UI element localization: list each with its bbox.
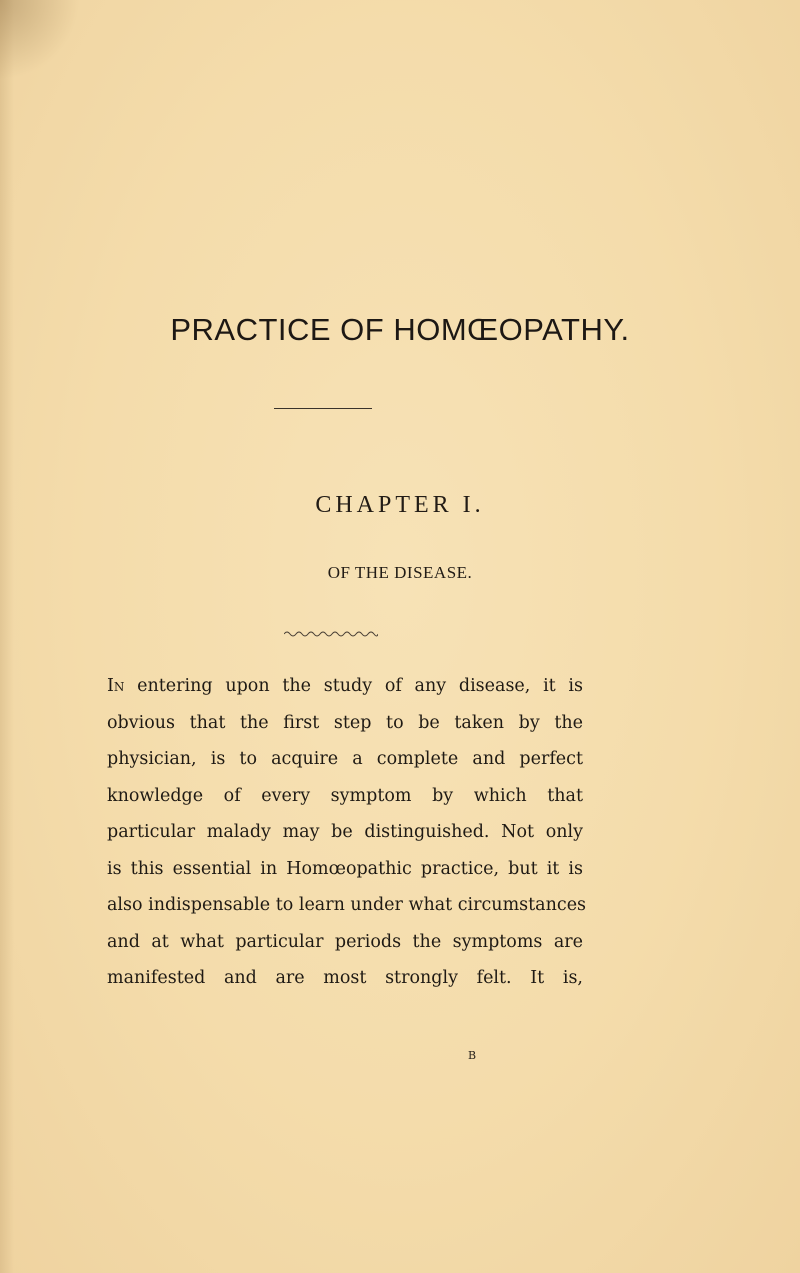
chapter-heading: CHAPTER I. <box>315 492 485 518</box>
body-line-8: and at what particular periods the symptoms are <box>107 931 583 952</box>
body-line-1 <box>107 668 583 705</box>
body-paragraph <box>107 668 587 997</box>
page-left-edge <box>0 0 14 1273</box>
lead-word: In <box>107 676 125 696</box>
title-rule <box>274 408 372 409</box>
chapter-subtitle: OF THE DISEASE. <box>327 563 473 582</box>
body-line-1-text: entering upon the study of any disease, it is <box>124 676 583 696</box>
body-line-6: is this essential in Homœopathic practice, but it is <box>107 858 583 879</box>
body-line-3: physician, is to acquire a complete and perfect <box>107 749 583 769</box>
body-line-9: manifested and are most strongly felt. It is, <box>107 968 583 988</box>
body-line-2: obvious that the first step to be taken by the <box>107 712 583 733</box>
signature-mark: B <box>468 1049 477 1062</box>
running-title: PRACTICE OF HOMŒOPATHY. <box>170 312 630 347</box>
body-line-7: also indispensable to learn under what circumstances <box>107 895 587 915</box>
body-line-5: particular malady may be distinguished. Not only <box>107 822 583 842</box>
wavy-ornament <box>284 628 378 640</box>
body-line-4: knowledge of every symptom by which that <box>107 785 583 806</box>
